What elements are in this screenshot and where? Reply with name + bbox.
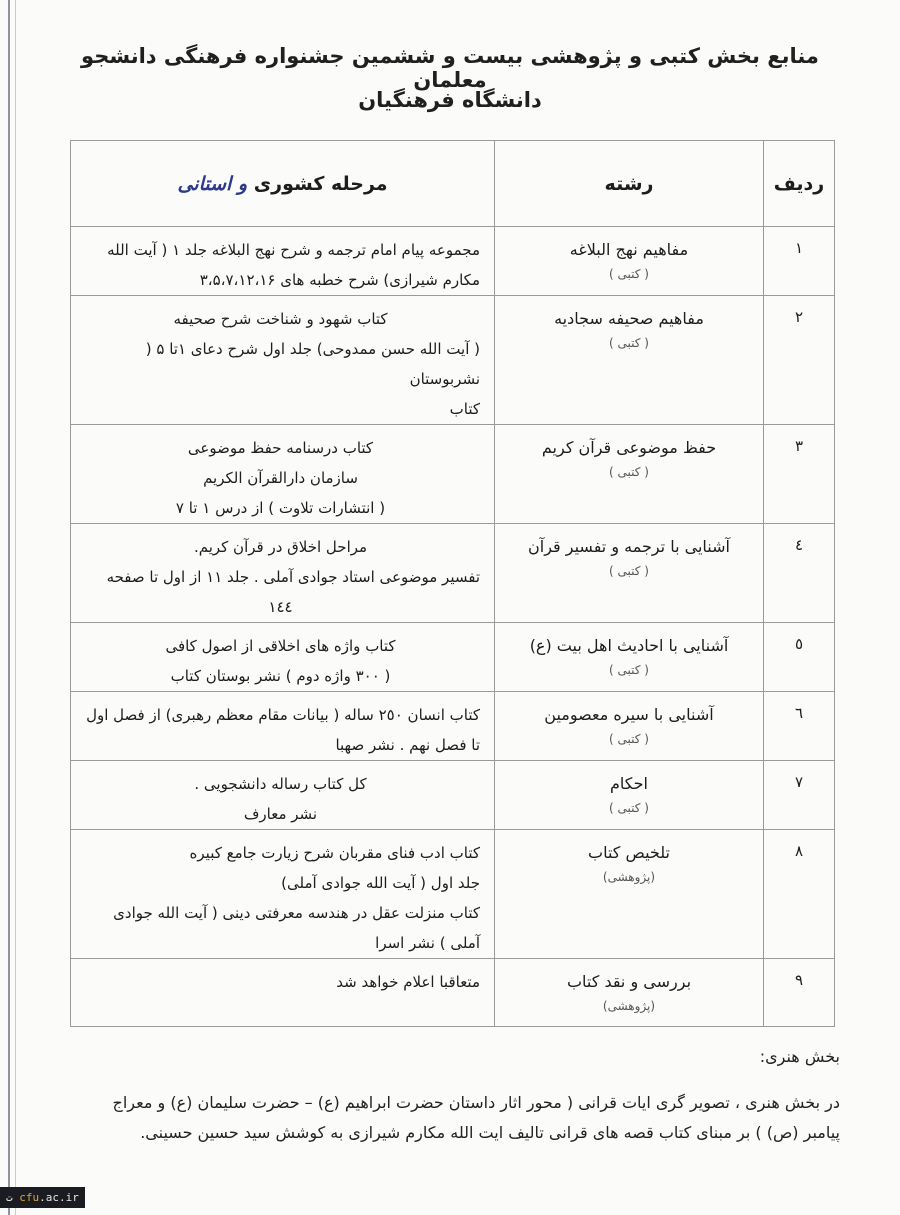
page-binding-edge xyxy=(8,0,10,1215)
row-number: ۳ xyxy=(764,425,835,524)
field-type: ( کتبی ) xyxy=(609,465,649,479)
art-section-line: در بخش هنری ، تصویر گری ایات قرانی ( محور اثار داستان حضرت ابراهیم (ع) – حضرت سلیمان (ع) و معراج xyxy=(112,1093,840,1112)
source-line: ( آیت الله حسن ممدوحی) جلد اول شرح دعای ۱تا ۵ ( نشربوستان xyxy=(145,340,480,388)
row-field xyxy=(495,623,764,692)
row-field xyxy=(495,830,764,959)
row-number: ۷ xyxy=(764,761,835,830)
row-source xyxy=(71,524,495,623)
row-source xyxy=(71,425,495,524)
table-row xyxy=(71,830,835,959)
source-line: متعاقبا اعلام خواهد شد xyxy=(336,973,480,991)
row-number: ٤ xyxy=(764,524,835,623)
field-name: احکام xyxy=(610,774,648,793)
field-type: ( کتبی ) xyxy=(609,801,649,815)
table-row xyxy=(71,761,835,830)
sources-table xyxy=(70,140,835,1027)
source-line: ( ۳۰۰ واژه دوم ) نشر بوستان کتاب xyxy=(170,667,391,685)
row-number: ٦ xyxy=(764,692,835,761)
field-name: تلخیص کتاب xyxy=(588,843,670,862)
header-source-main: مرحله کشوری xyxy=(253,172,388,195)
source-line: کتاب شهود و شناخت شرح صحیفه xyxy=(173,310,388,328)
source-line: کتاب انسان ۲٥۰ ساله ( بیانات مقام معظم رهبری) از فصل اول xyxy=(86,706,480,724)
field-type: (پژوهشی) xyxy=(602,999,656,1013)
row-source xyxy=(71,623,495,692)
header-row-number: ردیف xyxy=(764,141,835,227)
website-watermark: ت cfu.ac.ir xyxy=(0,1187,85,1208)
field-name: آشنایی با احادیث اهل بیت (ع) xyxy=(529,636,729,655)
table-row xyxy=(71,623,835,692)
source-line: آملی ) نشر اسرا xyxy=(375,934,480,952)
row-field xyxy=(495,227,764,296)
row-number: ۲ xyxy=(764,296,835,425)
source-line: سازمان دارالقرآن الکریم xyxy=(203,469,358,487)
row-number: ۹ xyxy=(764,959,835,1027)
row-field xyxy=(495,524,764,623)
row-field xyxy=(495,761,764,830)
field-name: حفظ موضوعی قرآن کریم xyxy=(541,438,717,457)
table-header-row xyxy=(71,141,835,227)
art-section-title: بخش هنری: xyxy=(759,1047,840,1066)
header-source-handwritten: و استانی xyxy=(177,172,248,195)
field-type: (پژوهشی) xyxy=(602,870,656,884)
row-source xyxy=(71,761,495,830)
header-source xyxy=(71,141,495,227)
table-row xyxy=(71,425,835,524)
field-type: ( کتبی ) xyxy=(609,732,649,746)
document-subtitle: دانشگاه فرهنگیان xyxy=(358,88,542,112)
source-line: نشر معارف xyxy=(243,805,318,823)
field-type: ( کتبی ) xyxy=(609,336,649,350)
field-type: ( کتبی ) xyxy=(609,663,649,677)
row-source xyxy=(71,296,495,425)
table-row xyxy=(71,959,835,1027)
table-row xyxy=(71,692,835,761)
source-line: کل کتاب رساله دانشجویی . xyxy=(194,775,367,793)
row-field xyxy=(495,296,764,425)
table-row xyxy=(71,296,835,425)
field-name: مفاهیم صحیفه سجادیه xyxy=(554,309,704,328)
art-section-body xyxy=(60,1088,840,1148)
field-name: آشنایی با ترجمه و تفسیر قرآن xyxy=(528,537,730,556)
source-line: مراحل اخلاق در قرآن کریم. xyxy=(193,538,368,556)
source-line: کتاب واژه های اخلاقی از اصول کافی xyxy=(165,637,396,655)
source-line: تا فصل نهم . نشر صهبا xyxy=(335,736,480,754)
row-field xyxy=(495,425,764,524)
row-source xyxy=(71,227,495,296)
row-source xyxy=(71,959,495,1027)
source-line: ۱٤٤ xyxy=(268,598,293,616)
source-line: تفسیر موضوعی استاد جوادی آملی . جلد ۱۱ از اول تا صفحه xyxy=(106,568,480,586)
source-line: کتاب xyxy=(449,400,480,418)
row-number: ۱ xyxy=(764,227,835,296)
table-row xyxy=(71,524,835,623)
document-title: منابع بخش کتبی و پژوهشی بیست و ششمین جشنواره فرهنگی دانشجو معلمان xyxy=(81,44,819,92)
source-line: مکارم شیرازی) شرح خطبه های ۳،۵،۷،۱۲،۱۶ xyxy=(199,271,480,289)
source-line: کتاب درسنامه حفظ موضوعی xyxy=(187,439,374,457)
row-field xyxy=(495,692,764,761)
row-source xyxy=(71,830,495,959)
field-name: بررسی و نقد کتاب xyxy=(566,972,692,991)
row-number: ۸ xyxy=(764,830,835,959)
table-row xyxy=(71,227,835,296)
field-name: مفاهیم نهج البلاغه xyxy=(569,240,689,259)
source-line: ( انتشارات تلاوت ) از درس ۱ تا ۷ xyxy=(175,499,386,517)
source-line: کتاب ادب فنای مقربان شرح زیارت جامع کبیره xyxy=(189,844,480,862)
art-section-line: پیامبر (ص) ) بر مبنای کتاب قصه های قرانی تالیف ایت الله مکارم شیرازی به کوشش سید حسین حسینی. xyxy=(140,1123,840,1142)
field-type: ( کتبی ) xyxy=(609,564,649,578)
source-line: مجموعه پیام امام ترجمه و شرح نهج البلاغه جلد ۱ ( آیت الله xyxy=(107,241,480,259)
row-source xyxy=(71,692,495,761)
page-binding-edge-secondary xyxy=(15,0,16,1215)
field-name: آشنایی با سیره معصومین xyxy=(544,705,714,724)
row-field xyxy=(495,959,764,1027)
header-field: رشته xyxy=(495,141,764,227)
source-line: کتاب منزلت عقل در هندسه معرفتی دینی ( آیت الله جوادی xyxy=(113,904,480,922)
source-line: جلد اول ( آیت الله جوادی آملی) xyxy=(281,874,480,892)
row-number: ٥ xyxy=(764,623,835,692)
field-type: ( کتبی ) xyxy=(609,267,649,281)
